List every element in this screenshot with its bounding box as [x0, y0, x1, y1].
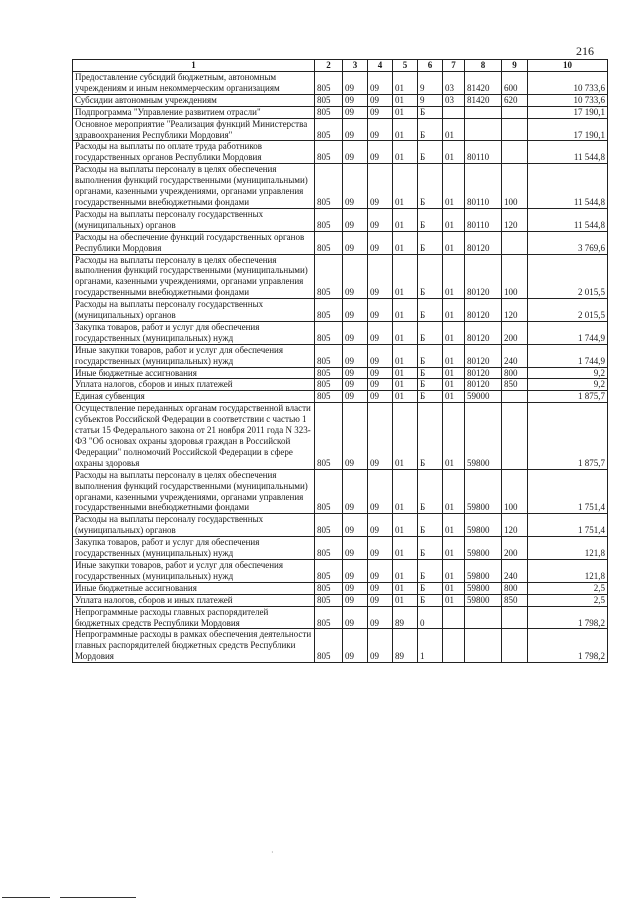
table-row — [73, 559, 608, 582]
table-row — [73, 594, 608, 606]
budget-table — [72, 59, 608, 663]
row-code-7: 80120 — [465, 321, 502, 344]
row-amount: 9,2 — [528, 379, 608, 391]
row-code-6: 01 — [443, 299, 465, 322]
row-code-4: 01 — [393, 254, 418, 299]
table-row — [73, 72, 608, 95]
row-code-3: 09 — [368, 514, 393, 537]
row-code-6: 01 — [443, 514, 465, 537]
row-code-3: 09 — [368, 344, 393, 367]
row-code-6: 01 — [443, 321, 465, 344]
row-code-2: 09 — [343, 537, 368, 560]
row-description: Единая субвенция — [73, 391, 315, 403]
row-code-7 — [465, 118, 502, 141]
column-header-2: 2 — [315, 60, 343, 72]
row-code-4: 01 — [393, 106, 418, 118]
table-row — [73, 94, 608, 106]
row-description: Расходы на выплаты персоналу в целях обеспечения выполнения функций государственными (муниципальными) органами, казенными учреждениями, органами управления государственными внебюджетными фондами — [73, 164, 315, 209]
row-code-8: 800 — [502, 582, 528, 594]
row-code-6: 01 — [443, 559, 465, 582]
row-code-2: 09 — [343, 594, 368, 606]
row-code-6: 01 — [443, 141, 465, 164]
row-description: Основное мероприятие "Реализация функций Министерства здравоохранения Республики Мордовия" — [73, 118, 315, 141]
row-description: Субсидии автономным учреждениям — [73, 94, 315, 106]
row-code-4: 01 — [393, 321, 418, 344]
row-amount: 121,8 — [528, 559, 608, 582]
row-code-3: 09 — [368, 379, 393, 391]
row-code-5: Б — [418, 299, 443, 322]
row-code-7: 81420 — [465, 94, 502, 106]
row-code-3: 09 — [368, 106, 393, 118]
row-code-4: 01 — [393, 559, 418, 582]
row-code-2: 09 — [343, 367, 368, 379]
row-description: Осуществление переданных органам государственной власти субъектов Российской Федерации в соответствии с частью 1 статьи 15 Федерального закона от 21 ноября 2011 года N 323-ФЗ "Об основах охраны здоровья граждан в Российской Федерации" полномочий Российской Федерации в сфере охраны здоровья — [73, 403, 315, 469]
row-code-6: 01 — [443, 231, 465, 254]
row-code-7: 80120 — [465, 299, 502, 322]
row-code-2: 09 — [343, 106, 368, 118]
row-code-8 — [502, 403, 528, 469]
row-code-2: 09 — [343, 208, 368, 231]
row-code-3: 09 — [368, 582, 393, 594]
row-amount: 11 544,8 — [528, 141, 608, 164]
row-code-7: 80120 — [465, 344, 502, 367]
row-code-5: Б — [418, 141, 443, 164]
row-code-3: 09 — [368, 72, 393, 95]
row-code-2: 09 — [343, 514, 368, 537]
row-description: Иные закупки товаров, работ и услуг для обеспечения государственных (муниципальных) нужд — [73, 559, 315, 582]
row-code-2: 09 — [343, 559, 368, 582]
row-code-1: 805 — [315, 94, 343, 106]
row-code-2: 09 — [343, 379, 368, 391]
row-code-6: 01 — [443, 391, 465, 403]
row-code-6: 01 — [443, 537, 465, 560]
table-row — [73, 403, 608, 469]
row-code-2: 09 — [343, 344, 368, 367]
row-code-8: 850 — [502, 594, 528, 606]
row-code-8: 100 — [502, 254, 528, 299]
row-amount: 2 015,5 — [528, 254, 608, 299]
row-code-8: 200 — [502, 321, 528, 344]
row-code-6 — [443, 106, 465, 118]
row-amount: 2,5 — [528, 594, 608, 606]
row-code-4: 89 — [393, 606, 418, 629]
row-code-5: Б — [418, 391, 443, 403]
row-code-2: 09 — [343, 321, 368, 344]
row-code-5: Б — [418, 231, 443, 254]
row-amount: 1 751,4 — [528, 469, 608, 514]
row-code-8: 600 — [502, 72, 528, 95]
row-code-5: 9 — [418, 94, 443, 106]
row-description: Закупка товаров, работ и услуг для обеспечения государственных (муниципальных) нужд — [73, 537, 315, 560]
row-code-7 — [465, 106, 502, 118]
row-code-2: 09 — [343, 231, 368, 254]
row-code-4: 01 — [393, 299, 418, 322]
column-header-9: 9 — [502, 60, 528, 72]
table-row — [73, 537, 608, 560]
table-row — [73, 379, 608, 391]
row-code-6 — [443, 606, 465, 629]
row-code-3: 09 — [368, 391, 393, 403]
row-code-5: Б — [418, 254, 443, 299]
row-code-8: 200 — [502, 537, 528, 560]
row-description: Закупка товаров, работ и услуг для обеспечения государственных (муниципальных) нужд — [73, 321, 315, 344]
row-description: Расходы на обеспечение функций государственных органов Республики Мордовия — [73, 231, 315, 254]
row-code-2: 09 — [343, 299, 368, 322]
row-code-1: 805 — [315, 141, 343, 164]
row-code-1: 805 — [315, 106, 343, 118]
table-row — [73, 469, 608, 514]
row-code-1: 805 — [315, 231, 343, 254]
row-code-8: 120 — [502, 514, 528, 537]
row-code-6: 01 — [443, 582, 465, 594]
row-amount: 10 733,6 — [528, 72, 608, 95]
row-code-8 — [502, 606, 528, 629]
row-code-6: 01 — [443, 367, 465, 379]
row-code-3: 09 — [368, 321, 393, 344]
row-code-2: 09 — [343, 254, 368, 299]
row-code-7: 80120 — [465, 367, 502, 379]
row-code-5: Б — [418, 594, 443, 606]
table-row — [73, 254, 608, 299]
row-code-1: 805 — [315, 344, 343, 367]
row-code-5: Б — [418, 537, 443, 560]
row-code-5: 1 — [418, 629, 443, 663]
table-row — [73, 367, 608, 379]
row-code-8 — [502, 629, 528, 663]
row-code-4: 01 — [393, 94, 418, 106]
row-code-1: 805 — [315, 254, 343, 299]
row-code-8: 240 — [502, 344, 528, 367]
row-code-5: Б — [418, 514, 443, 537]
row-amount: 2 015,5 — [528, 299, 608, 322]
row-code-7: 80110 — [465, 208, 502, 231]
row-code-7 — [465, 629, 502, 663]
row-amount: 1 798,2 — [528, 629, 608, 663]
table-header-row — [73, 60, 608, 72]
row-code-7: 59800 — [465, 469, 502, 514]
row-code-2: 09 — [343, 141, 368, 164]
row-code-3: 09 — [368, 559, 393, 582]
row-amount: 17 190,1 — [528, 106, 608, 118]
row-code-4: 01 — [393, 208, 418, 231]
row-code-3: 09 — [368, 254, 393, 299]
column-header-3: 3 — [343, 60, 368, 72]
column-header-8: 8 — [465, 60, 502, 72]
row-code-7: 59000 — [465, 391, 502, 403]
row-code-5: 9 — [418, 72, 443, 95]
row-code-7: 80110 — [465, 141, 502, 164]
row-code-6: 03 — [443, 72, 465, 95]
row-amount: 17 190,1 — [528, 118, 608, 141]
row-code-6 — [443, 629, 465, 663]
row-code-8: 240 — [502, 559, 528, 582]
row-amount: 11 544,8 — [528, 208, 608, 231]
row-code-6: 01 — [443, 254, 465, 299]
column-header-5: 5 — [393, 60, 418, 72]
column-header-7: 7 — [443, 60, 465, 72]
row-code-5: Б — [418, 164, 443, 209]
row-code-2: 09 — [343, 582, 368, 594]
table-row — [73, 231, 608, 254]
row-amount: 9,2 — [528, 367, 608, 379]
row-description: Расходы на выплаты персоналу государственных (муниципальных) органов — [73, 299, 315, 322]
row-code-8 — [502, 391, 528, 403]
row-description: Непрограммные расходы главных распорядителей бюджетных средств Республики Мордовия — [73, 606, 315, 629]
row-code-7: 59800 — [465, 582, 502, 594]
row-code-2: 09 — [343, 94, 368, 106]
row-amount: 1 744,9 — [528, 344, 608, 367]
row-code-8 — [502, 118, 528, 141]
row-code-2: 09 — [343, 403, 368, 469]
row-code-7: 59800 — [465, 537, 502, 560]
table-row — [73, 344, 608, 367]
row-code-2: 09 — [343, 164, 368, 209]
row-code-8 — [502, 141, 528, 164]
row-amount: 1 751,4 — [528, 514, 608, 537]
row-code-6: 01 — [443, 379, 465, 391]
row-description: Подпрограмма "Управление развитием отрасли" — [73, 106, 315, 118]
row-code-3: 09 — [368, 629, 393, 663]
row-code-5: 0 — [418, 606, 443, 629]
row-code-1: 805 — [315, 299, 343, 322]
row-code-7: 59800 — [465, 559, 502, 582]
page-number: 216 — [576, 44, 594, 58]
row-code-1: 805 — [315, 582, 343, 594]
row-code-1: 805 — [315, 469, 343, 514]
row-code-2: 09 — [343, 118, 368, 141]
row-code-3: 09 — [368, 118, 393, 141]
row-code-8: 850 — [502, 379, 528, 391]
table-row — [73, 118, 608, 141]
row-code-1: 805 — [315, 321, 343, 344]
row-description: Иные бюджетные ассигнования — [73, 367, 315, 379]
row-code-4: 89 — [393, 629, 418, 663]
row-code-1: 805 — [315, 72, 343, 95]
row-code-6: 03 — [443, 94, 465, 106]
row-description: Расходы на выплаты персоналу в целях обеспечения выполнения функций государственными (муниципальными) органами, казенными учреждениями, органами управления государственными внебюджетными фондами — [73, 469, 315, 514]
row-code-1: 805 — [315, 606, 343, 629]
row-code-6: 01 — [443, 208, 465, 231]
row-code-7: 80120 — [465, 254, 502, 299]
row-amount: 2,5 — [528, 582, 608, 594]
row-code-1: 805 — [315, 118, 343, 141]
row-code-6: 01 — [443, 403, 465, 469]
row-code-5: Б — [418, 118, 443, 141]
row-code-4: 01 — [393, 391, 418, 403]
row-amount: 10 733,6 — [528, 94, 608, 106]
row-code-4: 01 — [393, 118, 418, 141]
row-code-5: Б — [418, 403, 443, 469]
row-code-5: Б — [418, 208, 443, 231]
row-code-7: 81420 — [465, 72, 502, 95]
row-code-8: 100 — [502, 469, 528, 514]
row-code-5: Б — [418, 367, 443, 379]
table-row — [73, 514, 608, 537]
row-description: Уплата налогов, сборов и иных платежей — [73, 594, 315, 606]
row-code-1: 805 — [315, 629, 343, 663]
row-code-7: 80120 — [465, 231, 502, 254]
row-code-1: 805 — [315, 537, 343, 560]
row-code-3: 09 — [368, 94, 393, 106]
row-description: Иные закупки товаров, работ и услуг для обеспечения государственных (муниципальных) нужд — [73, 344, 315, 367]
row-code-1: 805 — [315, 208, 343, 231]
row-code-8: 120 — [502, 299, 528, 322]
row-code-4: 01 — [393, 514, 418, 537]
table-row — [73, 164, 608, 209]
row-description: Расходы на выплаты персоналу государственных (муниципальных) органов — [73, 514, 315, 537]
footer-rule-left — [2, 897, 50, 898]
row-code-5: Б — [418, 559, 443, 582]
scan-mark: · — [271, 848, 274, 857]
row-code-4: 01 — [393, 72, 418, 95]
row-code-4: 01 — [393, 537, 418, 560]
row-code-2: 09 — [343, 72, 368, 95]
table-row — [73, 106, 608, 118]
row-code-8: 120 — [502, 208, 528, 231]
row-amount: 1 798,2 — [528, 606, 608, 629]
row-code-8 — [502, 231, 528, 254]
row-code-8 — [502, 106, 528, 118]
row-code-2: 09 — [343, 606, 368, 629]
row-code-5: Б — [418, 106, 443, 118]
row-code-4: 01 — [393, 379, 418, 391]
table-row — [73, 321, 608, 344]
row-code-3: 09 — [368, 208, 393, 231]
row-code-3: 09 — [368, 141, 393, 164]
row-code-5: Б — [418, 469, 443, 514]
column-header-6: 6 — [418, 60, 443, 72]
row-code-7: 80110 — [465, 164, 502, 209]
row-code-3: 09 — [368, 469, 393, 514]
row-description: Непрограммные расходы в рамках обеспечения деятельности главных распорядителей бюджетных средств Республики Мордовия — [73, 629, 315, 663]
row-code-4: 01 — [393, 164, 418, 209]
row-code-7: 80120 — [465, 379, 502, 391]
row-code-4: 01 — [393, 367, 418, 379]
row-code-7: 59800 — [465, 514, 502, 537]
row-amount: 1 875,7 — [528, 391, 608, 403]
row-description: Расходы на выплаты по оплате труда работников государственных органов Республики Мордовия — [73, 141, 315, 164]
row-code-5: Б — [418, 344, 443, 367]
row-code-3: 09 — [368, 231, 393, 254]
row-code-3: 09 — [368, 594, 393, 606]
row-code-4: 01 — [393, 344, 418, 367]
row-code-1: 805 — [315, 367, 343, 379]
row-amount: 121,8 — [528, 537, 608, 560]
column-header-10: 10 — [528, 60, 608, 72]
row-code-6: 01 — [443, 164, 465, 209]
row-code-1: 805 — [315, 164, 343, 209]
row-code-6: 01 — [443, 594, 465, 606]
table-row — [73, 299, 608, 322]
row-amount: 1 875,7 — [528, 403, 608, 469]
row-description: Расходы на выплаты персоналу в целях обеспечения выполнения функций государственными (муниципальными) органами, казенными учреждениями, органами управления государственными внебюджетными фондами — [73, 254, 315, 299]
row-description: Уплата налогов, сборов и иных платежей — [73, 379, 315, 391]
row-description: Предоставление субсидий бюджетным, автономным учреждениям и иным некоммерческим организациям — [73, 72, 315, 95]
row-code-8: 800 — [502, 367, 528, 379]
row-code-4: 01 — [393, 403, 418, 469]
table-row — [73, 582, 608, 594]
row-code-1: 805 — [315, 514, 343, 537]
row-description: Расходы на выплаты персоналу государственных (муниципальных) органов — [73, 208, 315, 231]
row-code-3: 09 — [368, 403, 393, 469]
row-code-5: Б — [418, 379, 443, 391]
row-code-5: Б — [418, 582, 443, 594]
row-code-3: 09 — [368, 606, 393, 629]
row-code-1: 805 — [315, 559, 343, 582]
row-code-1: 805 — [315, 403, 343, 469]
row-code-8: 100 — [502, 164, 528, 209]
footer-rule-right — [60, 897, 136, 898]
row-amount: 3 769,6 — [528, 231, 608, 254]
row-code-3: 09 — [368, 537, 393, 560]
row-code-2: 09 — [343, 391, 368, 403]
table-row — [73, 629, 608, 663]
row-code-8: 620 — [502, 94, 528, 106]
row-code-4: 01 — [393, 231, 418, 254]
row-code-1: 805 — [315, 379, 343, 391]
row-code-6: 01 — [443, 344, 465, 367]
row-code-3: 09 — [368, 164, 393, 209]
row-description: Иные бюджетные ассигнования — [73, 582, 315, 594]
table-row — [73, 391, 608, 403]
row-code-1: 805 — [315, 391, 343, 403]
table-body — [73, 72, 608, 663]
column-header-1: 1 — [73, 60, 315, 72]
row-code-6: 01 — [443, 118, 465, 141]
row-code-6: 01 — [443, 469, 465, 514]
column-header-4: 4 — [368, 60, 393, 72]
row-code-4: 01 — [393, 582, 418, 594]
row-code-2: 09 — [343, 629, 368, 663]
table-row — [73, 208, 608, 231]
row-amount: 1 744,9 — [528, 321, 608, 344]
row-code-4: 01 — [393, 141, 418, 164]
row-code-2: 09 — [343, 469, 368, 514]
row-code-7 — [465, 606, 502, 629]
row-code-3: 09 — [368, 299, 393, 322]
row-code-3: 09 — [368, 367, 393, 379]
row-code-7: 59800 — [465, 403, 502, 469]
table-row — [73, 141, 608, 164]
row-amount: 11 544,8 — [528, 164, 608, 209]
row-code-7: 59800 — [465, 594, 502, 606]
row-code-4: 01 — [393, 594, 418, 606]
row-code-5: Б — [418, 321, 443, 344]
table-row — [73, 606, 608, 629]
row-code-1: 805 — [315, 594, 343, 606]
row-code-4: 01 — [393, 469, 418, 514]
